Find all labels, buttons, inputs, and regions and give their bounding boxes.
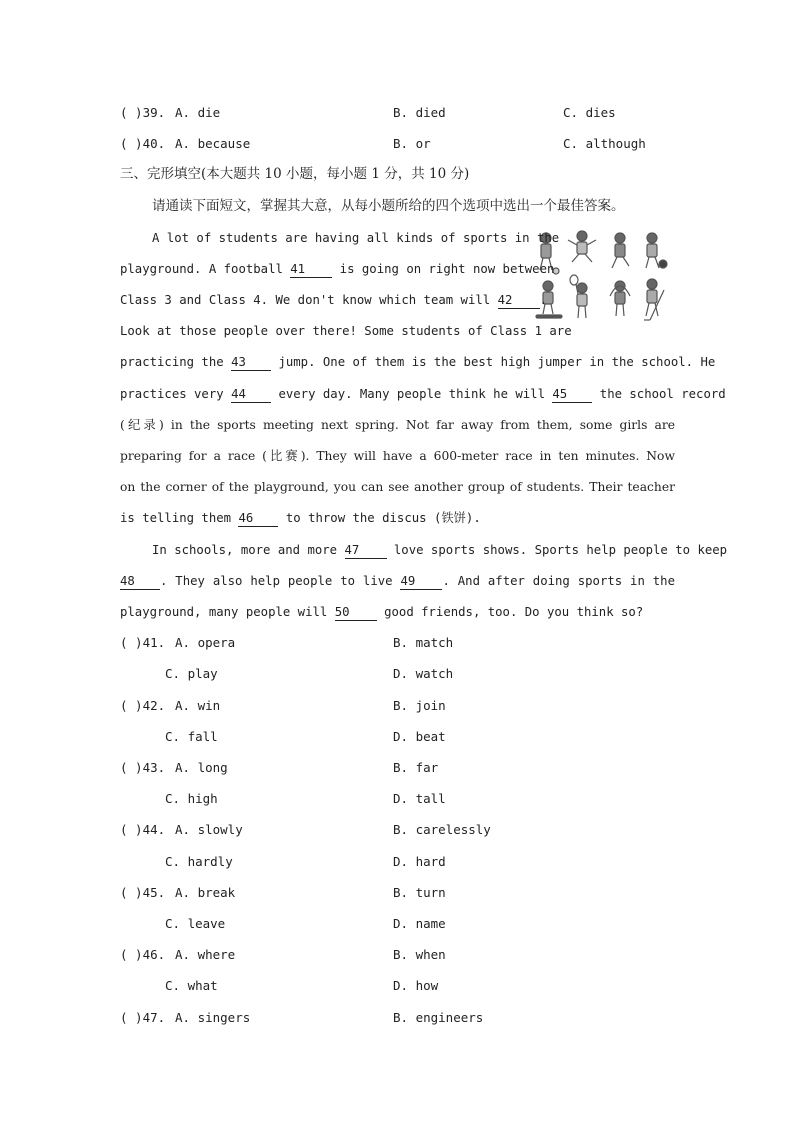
passage-text: practicing the	[120, 355, 232, 369]
passage-text: In schools, more and more	[152, 543, 345, 557]
kid-jump-rope-icon	[610, 281, 630, 316]
option-c: C. although	[563, 136, 646, 151]
option-a: A. opera	[175, 635, 236, 650]
question-number: ( )44.	[120, 822, 166, 837]
option-a: A. die	[175, 105, 221, 120]
passage-text: preparing for a race (比赛). They will have a 600-meter race in ten minutes. Now	[120, 449, 675, 463]
option-b: B. or	[393, 136, 431, 151]
passage-text: to throw the discus (铁饼).	[278, 511, 481, 525]
passage-text: Class 3 and Class 4. We don't know which team will	[120, 293, 498, 307]
option-b: B. engineers	[393, 1010, 484, 1025]
option-c: C. dies	[563, 105, 616, 120]
passage-line	[120, 258, 555, 280]
option-d: D. beat	[393, 729, 446, 744]
passage-line	[120, 289, 547, 311]
option-d: D. tall	[393, 791, 446, 806]
kid-ball-icon	[646, 233, 667, 268]
question-number: ( )42.	[120, 698, 166, 713]
blank-50: 50	[335, 604, 377, 621]
blank-41: 41	[290, 261, 332, 278]
question-number: ( )40.	[120, 136, 166, 151]
blank-48: 48	[120, 573, 160, 590]
passage-text: playground, many people will	[120, 605, 335, 619]
option-b: B. turn	[393, 885, 446, 900]
passage-line	[120, 476, 675, 498]
blank-43: 43	[231, 354, 271, 371]
option-a: A. break	[175, 885, 236, 900]
passage-text: .	[539, 293, 547, 307]
option-a: A. singers	[175, 1010, 251, 1025]
option-b: B. far	[393, 760, 439, 775]
passage-text: playground. A football	[120, 262, 291, 276]
passage-text: on the corner of the playground, you can see another group of students. Their teacher	[120, 480, 675, 494]
passage-line	[120, 414, 675, 436]
option-d: D. name	[393, 916, 446, 931]
question-number: ( )39.	[120, 105, 166, 120]
question-number: ( )46.	[120, 947, 166, 962]
blank-49: 49	[400, 573, 442, 590]
passage-text: love sports shows. Sports help people to keep	[386, 543, 728, 557]
kid-hockey-icon	[644, 279, 664, 320]
question-number: ( )47.	[120, 1010, 166, 1025]
blank-47: 47	[345, 542, 387, 559]
passage-line	[152, 539, 728, 561]
passage-line	[120, 351, 716, 373]
passage-text: (纪录) in the sports meeting next spring. Not far away from them, some girls are	[120, 418, 675, 432]
section-instruction: 请通读下面短文，掌握其大意，从每小题所给的四个选项中选出一个最佳答案。	[152, 198, 625, 214]
passage-text: is telling them	[120, 511, 239, 525]
kid-running-icon	[612, 233, 629, 268]
option-a: A. because	[175, 136, 251, 151]
passage-text: jump. One of them is the best high jumper in the school. He	[271, 355, 716, 369]
option-c: C. fall	[165, 729, 218, 744]
option-b: B. when	[393, 947, 446, 962]
question-number: ( )43.	[120, 760, 166, 775]
passage-line	[120, 507, 675, 529]
option-b: B. died	[393, 105, 446, 120]
passage-line	[152, 227, 560, 249]
passage-line	[120, 383, 726, 405]
blank-42: 42	[498, 292, 540, 309]
option-b: B. carelessly	[393, 822, 491, 837]
blank-45: 45	[552, 386, 592, 403]
option-b: B. match	[393, 635, 454, 650]
section-heading: 三、完形填空(本大题共 10 小题，每小题 1 分，共 10 分)	[120, 166, 470, 182]
passage-text: A lot of students are having all kinds of sports in the	[152, 231, 560, 245]
option-c: C. hardly	[165, 854, 233, 869]
kid-jumping-icon	[568, 231, 596, 262]
option-a: A. where	[175, 947, 236, 962]
passage-text: practices very	[120, 387, 232, 401]
passage-text: . And after doing sports in the	[442, 574, 675, 588]
option-a: A. slowly	[175, 822, 243, 837]
option-c: C. high	[165, 791, 218, 806]
option-a: A. long	[175, 760, 228, 775]
passage-text: is going on right now between	[332, 262, 555, 276]
option-d: D. watch	[393, 666, 454, 681]
option-b: B. join	[393, 698, 446, 713]
passage-line	[120, 570, 675, 592]
passage-text: the school record	[592, 387, 726, 401]
passage-line	[120, 445, 675, 467]
question-number: ( )45.	[120, 885, 166, 900]
kid-tennis-icon	[570, 275, 587, 318]
passage-line	[120, 601, 675, 623]
passage-text: every day. Many people think he will	[271, 387, 553, 401]
option-d: D. how	[393, 978, 439, 993]
option-c: C. leave	[165, 916, 226, 931]
passage-line	[120, 320, 572, 342]
question-number: ( )41.	[120, 635, 166, 650]
passage-text: Look at those people over there! Some students of Class 1 are	[120, 324, 572, 338]
option-c: C. what	[165, 978, 218, 993]
blank-44: 44	[231, 386, 271, 403]
option-c: C. play	[165, 666, 218, 681]
blank-46: 46	[238, 510, 278, 527]
passage-text: good friends, too. Do you think so?	[376, 605, 644, 619]
passage-text: . They also help people to live	[160, 574, 401, 588]
option-d: D. hard	[393, 854, 446, 869]
option-a: A. win	[175, 698, 221, 713]
